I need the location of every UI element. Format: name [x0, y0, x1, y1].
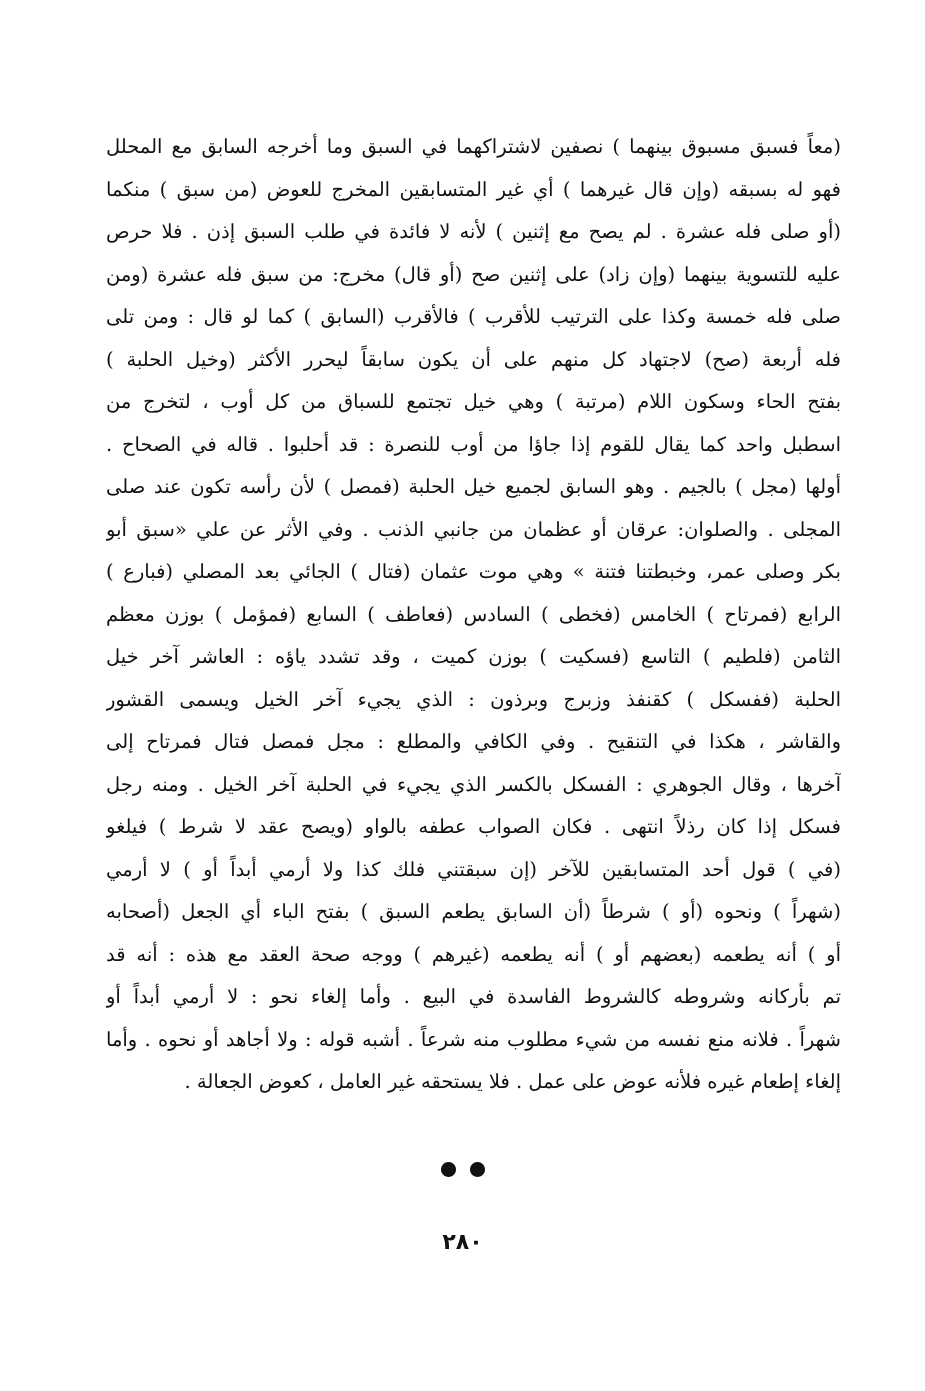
text-line: أو ) أنه يطعمه (بعضهم أو ) أنه يطعمه (غيرهم ) ووجه صحة العقد مع هذه : أنه قد	[106, 942, 841, 966]
text-line: عليه للتسوية بينهما (وإن زاد) على إثنين صح (أو قال) مخرج: من سبق فله عشرة (ومن	[106, 262, 841, 286]
text-line: فهو له بسبقه (وإن قال غيرهما ) أي غير المتسابقين المخرج للعوض (من سبق ) منكما	[106, 177, 841, 201]
text-line: المجلى . والصلوان: عرقان أو عظمان من جانبي الذنب . وفي الأثر عن علي «سبق أبو	[106, 517, 841, 541]
text-line: الحلبة (ففسكل ) كقنفذ وزبرج وبرذون : الذي يجيء آخر الخيل ويسمى القشور	[106, 687, 841, 711]
text-line: (أو صلى فله عشرة . لم يصح مع إثنين ) لأنه لا فائدة في طلب السبق إذن . فلا حرص	[106, 220, 841, 243]
text-line: (شهراً ) ونحوه (أو ) شرطاً (أن السابق يطعم السبق ) بفتح الباء أي الجعل (أصحابه	[106, 900, 841, 923]
section-end-ornament	[0, 1162, 925, 1184]
text-line: الثامن (فلطيم ) التاسع (فسكيت ) بوزن كميت ، وقد تشدد ياؤه : العاشر آخر خيل	[106, 645, 841, 668]
text-line: آخرها ، وقال الجوهري : الفسكل بالكسر الذي يجيء في الحلبة آخر الخيل . ومنه رجل	[106, 772, 841, 796]
text-line: إلغاء إطعام غيره فلأنه عوض على عمل . فلا يستحقه غير العامل ، كعوض الجعالة .	[184, 1070, 841, 1093]
body-text	[106, 126, 841, 1104]
text-line: شهراً . فلانه منع نفسه من شيء مطلوب منه شرعاً . أشبه قوله : ولا أجاهد أو نحوه . وأما	[106, 1027, 841, 1051]
text-line: فسكل إذا كان رذلاً انتهى . فكان الصواب عطفه بالواو (ويصح عقد لا شرط ) فيلغو	[106, 815, 841, 838]
text-line: اسطبل واحد كما يقال للقوم إذا جاؤا من أوب للنصرة : قد أحلبوا . قاله في الصحاح .	[106, 432, 841, 456]
text-line: والقاشر ، هكذا في التنقيح . وفي الكافي والمطلع : مجل فمصل فتال فمرتاح إلى	[106, 730, 841, 753]
text-line: تم بأركانه وشروطه كالشروط الفاسدة في البيع . وأما إلغاء نحو : لا أرمي أبداً أو	[106, 985, 841, 1008]
ornament-dot-icon	[441, 1162, 456, 1177]
text-line: أولها (مجل ) بالجيم . وهو السابق لجميع خيل الحلبة (فمصل ) لأن رأسه تكون عند صلى	[106, 475, 841, 498]
text-line: (في ) قول أحد المتسابقين للآخر (إن سبقتني فلك كذا ولا أرمي أبداً أو ) لا أرمي	[106, 857, 841, 881]
text-line: بكر وصلى عمر، وخبطتنا فتنة » وهي موت عثمان (فتال ) الجائي بعد المصلي (فبارع )	[106, 560, 841, 583]
text-line: (معاً فسبق مسبوق بينهما ) نصفين لاشتراكهما في السبق وما أخرجه السابق مع المحلل	[106, 135, 841, 158]
text-line: الرابع (فمرتاح ) الخامس (فخطى ) السادس (فعاطف ) السابع (فمؤمل ) بوزن معظم	[106, 602, 841, 626]
page-number: ٢٨٠	[442, 1230, 483, 1255]
text-line: بفتح الحاء وسكون اللام (مرتبة ) وهي خيل تجتمع للسباق من كل أوب ، لتخرج من	[106, 390, 841, 413]
text-line: فله أربعة (صح) لاجتهاد كل منهم على أن يكون سابقاً ليحرر الأكثر (وخيل الحلبة )	[106, 347, 841, 371]
text-line: صلى فله خمسة وكذا على الترتيب للأقرب ) فالأقرب (السابق ) كما لو قال : ومن تلى	[106, 305, 841, 328]
ornament-dot-icon	[470, 1162, 485, 1177]
